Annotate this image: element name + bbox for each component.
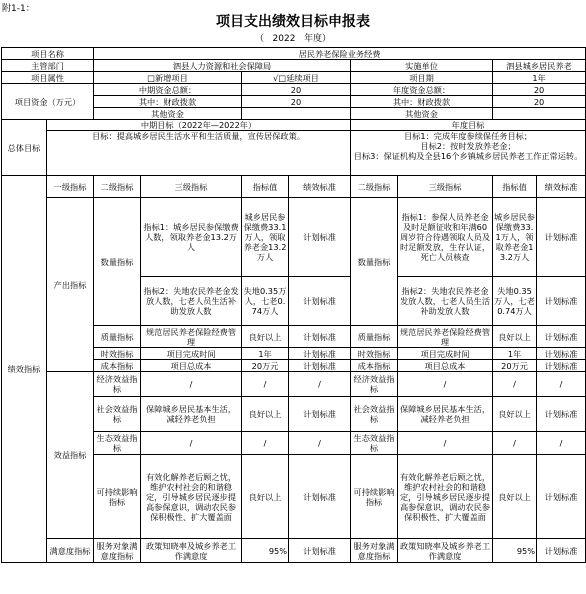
mid-social-standard: 计划标准 [289, 397, 351, 432]
mid-other-label: 其他资金 [94, 108, 242, 120]
year-cost: 项目总成本 [398, 360, 493, 372]
year-quality-standard: 计划标准 [537, 326, 586, 348]
year-other-label: 其他资金 [351, 108, 493, 120]
mid-q1-standard: 计划标准 [289, 198, 351, 277]
year-social-standard: 计划标准 [537, 397, 586, 432]
year-cost-value: 20万元 [493, 360, 537, 372]
name-label: 项目名称 [2, 48, 94, 60]
annex-label: 附1-1： [2, 4, 35, 14]
year-total-label: 年度资金总额： [351, 84, 493, 96]
satisf-label: 满意度指标 [47, 539, 94, 563]
mid-eco-value: / [242, 432, 289, 455]
row-quantity-1 [2, 198, 586, 277]
mid-sustain-standard: 计划标准 [289, 455, 351, 539]
year-q2-standard: 计划标准 [537, 277, 586, 326]
year-sustain-standard: 计划标准 [537, 455, 586, 539]
quantity-mid: 数量指标 [94, 198, 141, 326]
h-level2-mid: 二级指标 [94, 176, 141, 198]
row-attribute [2, 72, 586, 84]
mid-goal-text: 目标：提高城乡居民生活水平和生活质量，宣传居保政策。 [47, 131, 351, 176]
h-standard-year: 绩效标准 [537, 176, 586, 198]
row-satisfaction [2, 539, 586, 563]
h-value-mid: 指标值 [242, 176, 289, 198]
year-goals [351, 131, 586, 176]
name-value: 居民养老保险业务经费 [94, 48, 586, 60]
cost-mid: 成本指标 [94, 360, 141, 372]
social-year: 社会效益指标 [351, 397, 398, 432]
year-econ: / [398, 372, 493, 397]
sustain-year: 可持续影响指标 [351, 455, 398, 539]
mid-eco: / [141, 432, 242, 455]
attr-continued: √□延续项目 [242, 72, 351, 84]
year-cost-standard: 计划标准 [537, 360, 586, 372]
year-goal-2: 目标2：按时发放养老金； [420, 141, 516, 151]
quality-mid: 质量指标 [94, 326, 141, 348]
quality-year: 质量指标 [351, 326, 398, 348]
year-fiscal-value: 20 [493, 96, 586, 108]
year-other-value [493, 108, 586, 120]
sustain-mid: 可持续影响指标 [94, 455, 141, 539]
year-eco-standard: / [537, 432, 586, 455]
form-title: 项目支出绩效目标申报表 [216, 14, 370, 30]
year-social: 保障城乡居民基本生活，减轻养老负担 [398, 397, 493, 432]
quantity-year: 数量指标 [351, 198, 398, 326]
mid-total-label: 中期资金总额： [94, 84, 242, 96]
year-time: 项目完成时间 [398, 348, 493, 360]
funds-label: 项目资金（万元） [2, 84, 94, 120]
year-goal-3: 目标3：保证机构及全县16个乡镇城乡居民养老工作正常运转。 [353, 151, 583, 161]
period-value: 1年 [493, 72, 586, 84]
mid-quality-value: 良好以上 [242, 326, 289, 348]
output-label: 产出指标 [47, 198, 94, 372]
row-department [2, 60, 586, 72]
dept-label: 主管部门 [2, 60, 94, 72]
year-q1: 指标1：参保人员养老金及时足额征收和年满60周岁符合待遇领取人员及时足额发放，生存认证，死亡人员核查 [398, 198, 493, 277]
year-sustain-value: 良好以上 [493, 455, 537, 539]
year-goal-1: 目标1：完成年度参续保任务目标； [404, 131, 533, 141]
year-quality: 规范居民养老保险经费管理 [398, 326, 493, 348]
h-standard-mid: 绩效标准 [289, 176, 351, 198]
mid-quality-standard: 计划标准 [289, 326, 351, 348]
mid-social-value: 良好以上 [242, 397, 289, 432]
cost-year: 成本指标 [351, 360, 398, 372]
year-eco: / [398, 432, 493, 455]
dept-value: 泗县人力资源和社会保障局 [94, 60, 351, 72]
year-satisfaction-standard: 计划标准 [537, 539, 586, 563]
mid-satisfaction-standard: 计划标准 [289, 539, 351, 563]
attr-label: 项目属性 [2, 72, 94, 84]
year-social-value: 良好以上 [493, 397, 537, 432]
eco-year: 生态效益指标 [351, 432, 398, 455]
mid-total-value: 20 [242, 84, 351, 96]
mid-satisfaction-value: 95% [242, 539, 289, 563]
impl-label: 实施单位 [351, 60, 493, 72]
year-satisfaction: 政策知晓率及城乡养老工作满意度 [398, 539, 493, 563]
row-indicator-header [2, 176, 586, 198]
period-label: 项目期 [351, 72, 493, 84]
row-overall-header [2, 120, 586, 131]
mid-q2-standard: 计划标准 [289, 277, 351, 326]
year-goal-header: 年度目标 [351, 120, 586, 131]
mid-satisfaction: 政策知晓率及城乡养老工作满意度 [141, 539, 242, 563]
mid-q1: 指标1：城乡居民参保缴费人数，领取养老金13.2万人 [141, 198, 242, 277]
attr-new: □新增项目 [94, 72, 242, 84]
mid-cost-standard: 计划标准 [289, 360, 351, 372]
mid-econ-value: / [242, 372, 289, 397]
mid-q2: 指标2：失地农民养老金发放人数，七老人员生活补助发放人数 [141, 277, 242, 326]
overall-label: 总体目标 [2, 120, 47, 176]
econ-mid: 经济效益指标 [94, 372, 141, 397]
year-q2-value: 失地0.35万人，七老0.74万人 [493, 277, 537, 326]
mid-econ-standard: / [289, 372, 351, 397]
year-time-standard: 计划标准 [537, 348, 586, 360]
mid-cost-value: 20万元 [242, 360, 289, 372]
year-econ-standard: / [537, 372, 586, 397]
mid-eco-standard: / [289, 432, 351, 455]
service-mid: 服务对象满意度指标 [94, 539, 141, 563]
social-mid: 社会效益指标 [94, 397, 141, 432]
mid-q1-value: 城乡居民参保缴费33.1万人，领取养老金13.2万人 [242, 198, 289, 277]
mid-goal-header: 中期目标（2022年—2022年） [47, 120, 351, 131]
mid-q2-value: 失地0.35万人，七老0.74万人 [242, 277, 289, 326]
mid-social: 保障城乡居民基本生活，减轻养老负担 [141, 397, 242, 432]
year-time-value: 1年 [493, 348, 537, 360]
year-q1-value: 城乡居民参保缴费33.1万人，领取养老金13.2万人 [493, 198, 537, 277]
row-overall-goals [2, 131, 586, 176]
mid-time-standard: 计划标准 [289, 348, 351, 360]
mid-sustain: 有效化解养老后顾之忧，维护农村社会的和谐稳定，引导城乡居民逐步提高参保意识，调动农民参保积极性、扩大覆盖面 [141, 455, 242, 539]
h-level3-year: 三级指标 [398, 176, 493, 198]
mid-other-value [242, 108, 351, 120]
mid-fiscal-value: 20 [242, 96, 351, 108]
goal-table [1, 47, 586, 563]
h-level3-mid: 三级指标 [141, 176, 242, 198]
row-project-name [2, 48, 586, 60]
h-value-year: 指标值 [493, 176, 537, 198]
year-satisfaction-value: 95% [493, 539, 537, 563]
mid-cost: 项目总成本 [141, 360, 242, 372]
mid-time-value: 1年 [242, 348, 289, 360]
time-mid: 时效指标 [94, 348, 141, 360]
service-year: 服务对象满意度指标 [351, 539, 398, 563]
row-funds-total [2, 84, 586, 96]
year-quality-value: 良好以上 [493, 326, 537, 348]
year-eco-value: / [493, 432, 537, 455]
impl-value: 泗县城乡居民养老 [493, 60, 586, 72]
mid-econ: / [141, 372, 242, 397]
eco-mid: 生态效益指标 [94, 432, 141, 455]
econ-year: 经济效益指标 [351, 372, 398, 397]
year-q1-standard: 计划标准 [537, 198, 586, 277]
h-level2-year: 二级指标 [351, 176, 398, 198]
year-fiscal-label: 其中：财政拨款 [351, 96, 493, 108]
perf-label: 绩效指标 [2, 176, 47, 563]
mid-sustain-value: 良好以上 [242, 455, 289, 539]
year-q2: 指标2：失地农民养老金发放人数，七老人员生活补助发放人数 [398, 277, 493, 326]
time-year: 时效指标 [351, 348, 398, 360]
mid-time: 项目完成时间 [141, 348, 242, 360]
mid-fiscal-label: 其中：财政拨款 [94, 96, 242, 108]
row-economic [2, 372, 586, 397]
effect-label: 效益指标 [47, 372, 94, 539]
year-total-value: 20 [493, 84, 586, 96]
year-line: （ 2022 年度） [254, 34, 332, 44]
h-level1: 一级指标 [47, 176, 94, 198]
year-econ-value: / [493, 372, 537, 397]
mid-quality: 规范居民养老保险经费管理 [141, 326, 242, 348]
year-sustain: 有效化解养老后顾之忧，维护农村社会的和谐稳定，引导城乡居民逐步提高参保意识，调动农民参保积极性、扩大覆盖面 [398, 455, 493, 539]
